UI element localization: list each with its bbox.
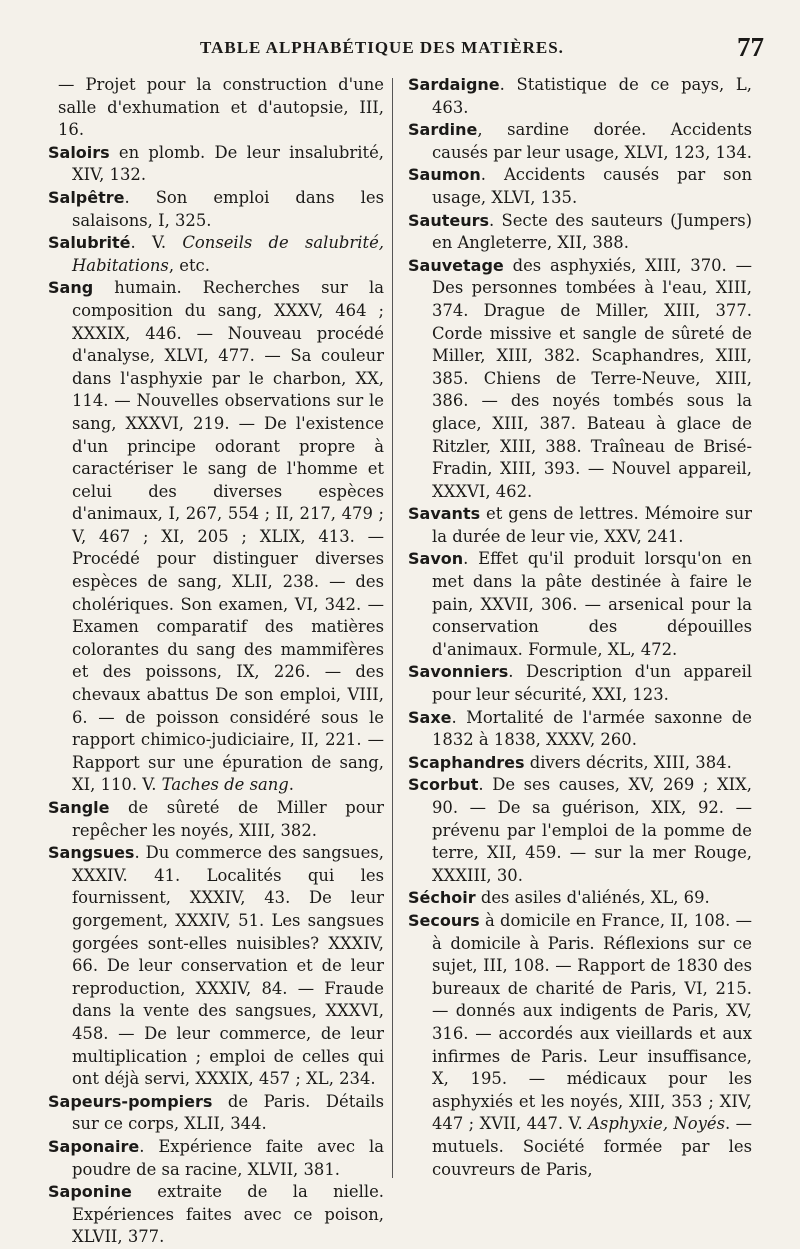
index-entry [48,842,384,1091]
entry-text: . V. [130,233,183,253]
entry-text-tail: , etc. [168,255,210,275]
index-entry [48,277,384,797]
left-column [48,74,384,1249]
index-entry [408,164,752,209]
index-entry [48,187,384,232]
entry-headword: Saponaire [48,1136,140,1156]
entry-text: de sûreté de Miller pour repêcher les noyés, XIII, 382. [72,798,384,840]
entry-headword: Savon [408,549,464,569]
entry-headword: Sangle [48,798,110,817]
entry-crossref: Taches de sang [161,775,289,795]
index-entry [48,232,384,277]
index-entry [408,774,752,887]
entry-text: humain. Recherches sur la composition du sang, XXXV, 464 ; XXXIX, 446. — Nouveau procédé d'analyse, XLVI, 477. — Sa couleur dans l'asphyxie par le charbon, XX, 114. — Nouvelles observations sur le sang, XXXVI, 219. — De l'existence d'un principe odorant propre à caractériser le sang de l'homme et celui des diverses espèces d'animaux, I, 267, 554 ; II, 217, 479 ; V, 467 ; XI, 205 ; XLIX, 413. — Procédé pour distinguer diverses espèces de sang, XLII, 238. — des cholériques. Son examen, VI, 342. — Examen comparatif des matières colorantes du sang des mammifères et des poissons, IX, 226. — des chevaux abattus De son emploi, VIII, 6. — de poisson considéré sous le rapport chimico-judiciaire, II, 221. — Rapport sur une épuration de sang, XI, 110. V. [72,278,384,795]
entry-text: divers décrits, XIII, 384. [524,752,732,772]
column-divider [392,78,393,1178]
entry-headword: Salubrité [48,233,131,253]
entry-headword: Secours [408,910,480,930]
entry-text: de Paris. Détails sur ce corps, XLII, 344. [72,1091,384,1134]
entry-headword: Sauteurs [408,210,490,230]
entry-headword: Savants [408,504,481,524]
index-entry [48,1091,384,1136]
page-number: 77 [737,32,764,62]
entry-headword: Sardine [408,120,478,140]
index-entry [48,1136,384,1181]
entry-text: . Son emploi dans les salaisons, I, 325. [72,187,384,230]
entry-text: . Du commerce des sangsues, XXXIV. 41. Localités qui les fournissent, XXXIV, 43. De leur gorgement, XXXIV, 51. Les sangsues gorgées sont-elles nuisibles? XXXIV, 66. De leur conservation et de leur reproduction, XXXIV, 84. — Fraude dans la vente des sangsues, XXXVI, 458. — De leur commerce, de leur multiplication ; emploi de celles qui ont déjà servi, XXXIX, 457 ; XL, 234. [72,843,384,1089]
index-entry [408,74,752,119]
running-title: TABLE ALPHABÉTIQUE DES MATIÈRES. [200,38,564,57]
index-entry [408,661,752,706]
index-entry [408,910,752,1181]
entry-headword: Savonniers [408,662,509,682]
entry-text: . Secte des sauteurs (Jumpers) en Angleterre, XII, 388. [432,210,752,253]
entry-text: , sardine dorée. Accidents causés par leur usage, XLVI, 123, 134. [432,120,752,162]
index-entry [408,210,752,255]
entry-text: . Accidents causés par son usage, XLVI, 135. [432,165,752,207]
entry-text: — Projet pour la construction d'une salle d'exhumation et d'autopsie, III, 16. [58,75,384,140]
entry-text: des asphyxiés, XIII, 370. — Des personnes tombées à l'eau, XIII, 374. Drague de Miller, XIII, 377. Corde missive et sangle de sûreté de Miller, XIII, 382. Scaphandres, XIII, 385. Chiens de Terre-Neuve, XIII, 386. — des noyés tombés sous la glace, XIII, 387. Bateau à glace de Ritzler, XIII, 388. Traîneau de Brisé-Fradin, XIII, 393. — Nouvel appareil, XXXVI, 462. [432,255,752,501]
index-entry [408,548,752,661]
index-entry [408,255,752,504]
entry-text: extraite de la nielle. Expériences faites avec ce poison, XLVII, 377. [72,1182,384,1247]
index-entry [408,887,752,910]
index-entry [48,797,384,842]
entry-text: . Statistique de ce pays, L, 463. [432,75,752,117]
entry-text: à domicile en France, II, 108. — à domicile à Paris. Réflexions sur ce sujet, III, 108. — Rapport de 1830 des bureaux de charité de Paris, VI, 215. — donnés aux indigents de Paris, XV, 316. — accordés aux vieillards et aux infirmes de Paris. Leur insuffisance, X, 195. — médicaux pour les asphyxiés et les noyés, XIII, 353 ; XIV, 447 ; XVII, 447. V. [432,910,752,1134]
entry-crossref: Conseils de salubrité, Habitations [72,233,384,275]
entry-text-tail: . — mutuels. Société formée par les couvreurs de Paris, [432,1114,753,1179]
entry-headword: Sangsues [48,843,135,863]
entry-headword: Sardaigne [408,75,500,94]
entry-headword: Sauvetage [408,255,504,275]
entry-text: . Expérience faite avec la poudre de sa racine, XLVII, 381. [72,1136,384,1179]
entry-headword: Scorbut [408,775,479,795]
index-entry [408,752,752,775]
entry-headword: Saxe [408,707,452,727]
entry-headword: Saponine [48,1182,132,1202]
entry-text-tail: . [288,775,295,795]
entry-headword: Saloirs [48,142,110,162]
index-entry [408,503,752,548]
entry-text: . Effet qu'il produit lorsqu'on en met dans la pâte destinée à faire le pain, XXVII, 306. — arsenical pour la conservation des dépouilles d'animaux. Formule, XL, 472. [432,549,752,659]
entry-text: . Description d'un appareil pour leur sécurité, XXI, 123. [432,662,752,705]
entry-text: . Mortalité de l'armée saxonne de 1832 à 1838, XXXV, 260. [432,707,752,750]
entry-text: et gens de lettres. Mémoire sur la durée de leur vie, XXV, 241. [432,504,752,546]
entry-headword: Saumon [408,165,481,185]
entry-headword: Sapeurs-pompiers [48,1091,213,1111]
index-entry [408,707,752,752]
entry-text: . De ses causes, XV, 269 ; XIX, 90. — De sa guérison, XIX, 92. — prévenu par l'emploi de la pomme de terre, XII, 459. — sur la mer Rouge, XXXIII, 30. [432,775,752,885]
entry-headword: Salpêtre [48,187,125,207]
entry-headword: Scaphandres [408,752,525,772]
right-column [408,74,752,1181]
index-entry [48,142,384,187]
entry-text: des asiles d'aliénés, XL, 69. [475,888,710,908]
entry-headword: Séchoir [408,888,476,908]
index-entry [408,119,752,164]
entry-text: en plomb. De leur insalubrité, XIV, 132. [72,142,384,185]
index-entry-continuation [48,74,384,142]
page-header [0,34,800,74]
entry-headword: Sang [48,278,94,298]
entry-crossref: Asphyxie, Noyés [588,1114,726,1134]
index-entry [48,1181,384,1249]
